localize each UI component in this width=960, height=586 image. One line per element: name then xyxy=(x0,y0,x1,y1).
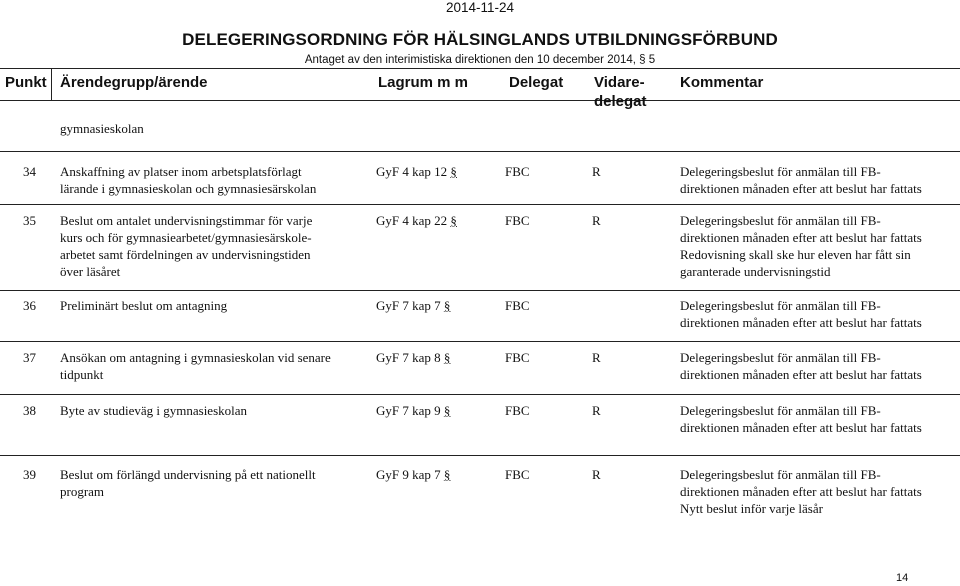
row-vidaredelegat: R xyxy=(592,403,601,418)
paragraph-symbol: § xyxy=(443,403,451,418)
row-kommentar-line: direktionen månaden efter att beslut har fattats xyxy=(680,181,922,196)
row-kommentar xyxy=(680,297,922,331)
row-number: 35 xyxy=(23,213,36,228)
row-lagrum xyxy=(376,349,450,366)
row-lagrum-text: GyF 9 kap 7 xyxy=(376,467,441,482)
row-kommentar xyxy=(680,163,922,197)
column-header-vidare-line1: Vidare- xyxy=(594,74,645,91)
row-arende-line: tidpunkt xyxy=(60,367,104,382)
row-arende-line: över läsåret xyxy=(60,264,121,279)
column-header-arende: Ärendegrupp/ärende xyxy=(60,74,208,91)
row-arende-line: Beslut om förlängd undervisning på ett nationellt xyxy=(60,467,316,482)
row-arende-line: program xyxy=(60,484,105,499)
paragraph-symbol: § xyxy=(450,164,457,179)
column-header-delegat: Delegat xyxy=(509,74,564,91)
row-kommentar-line: Delegeringsbeslut för anmälan till FB- xyxy=(680,298,881,313)
header-bottom-rule xyxy=(0,100,960,101)
page-number: 14 xyxy=(896,572,909,584)
column-header-vidaredelegat xyxy=(594,73,647,111)
row-lagrum-text: GyF 4 kap 22 xyxy=(376,213,448,228)
row-kommentar xyxy=(680,402,922,436)
row-arende xyxy=(60,402,247,419)
row-vidaredelegat: R xyxy=(592,213,601,228)
column-header-punkt: Punkt xyxy=(5,74,47,91)
row-separator xyxy=(0,204,960,205)
header-top-rule xyxy=(0,68,960,69)
row-arende-line: Beslut om antalet undervisningstimmar för varje xyxy=(60,213,313,228)
document-subtitle: Antaget av den interimistiska direktionen den 10 december 2014, § 5 xyxy=(304,54,656,66)
row-delegat: FBC xyxy=(505,213,530,228)
row-lagrum-text: GyF 7 kap 7 xyxy=(376,298,441,313)
row-arende-line: lärande i gymnasieskolan och gymnasiesärskolan xyxy=(60,181,317,196)
row-lagrum xyxy=(376,466,450,483)
row-delegat: FBC xyxy=(505,164,530,179)
row-kommentar-line: Redovisning skall ske hur eleven har fått sin xyxy=(680,247,911,262)
row-delegat: FBC xyxy=(505,403,530,418)
row-kommentar xyxy=(680,349,922,383)
row-lagrum xyxy=(376,212,457,229)
paragraph-symbol: § xyxy=(450,213,457,228)
row-separator xyxy=(0,394,960,395)
row-delegat: FBC xyxy=(505,350,530,365)
paragraph-symbol: § xyxy=(443,467,451,482)
row-lagrum xyxy=(376,402,450,419)
row-kommentar-line: direktionen månaden efter att beslut har fattats xyxy=(680,420,922,435)
row-kommentar-line: direktionen månaden efter att beslut har fattats xyxy=(680,230,922,245)
row-kommentar-line: garanterade undervisningstid xyxy=(680,264,831,279)
row-separator xyxy=(0,290,960,291)
row-lagrum-text: GyF 4 kap 12 xyxy=(376,164,448,179)
row-kommentar-line: direktionen månaden efter att beslut har fattats xyxy=(680,367,922,382)
paragraph-symbol: § xyxy=(443,350,451,365)
row-arende xyxy=(60,349,331,383)
row-arende-line: arbetet samt fördelningen av undervisningstiden xyxy=(60,247,311,262)
row-vidaredelegat: R xyxy=(592,164,601,179)
row-arende xyxy=(60,297,227,314)
row-arende xyxy=(60,212,312,280)
row-separator xyxy=(0,151,960,152)
row-arende-line: Ansökan om antagning i gymnasieskolan vid senare xyxy=(60,350,331,365)
row-arende-line: Byte av studieväg i gymnasieskolan xyxy=(60,403,248,418)
row-kommentar-line: Delegeringsbeslut för anmälan till FB- xyxy=(680,403,881,418)
row-kommentar xyxy=(680,466,922,517)
row-kommentar-line: Delegeringsbeslut för anmälan till FB- xyxy=(680,350,881,365)
row-lagrum-text: GyF 7 kap 8 xyxy=(376,350,441,365)
row-number: 38 xyxy=(23,403,36,418)
row-delegat: FBC xyxy=(505,467,530,482)
row-kommentar xyxy=(680,212,922,280)
row-delegat: FBC xyxy=(505,298,530,313)
document-date: 2014-11-24 xyxy=(445,0,515,15)
row-kommentar-line: Delegeringsbeslut för anmälan till FB- xyxy=(680,213,881,228)
column-header-vidare-line2: delegat xyxy=(594,93,647,110)
row-lagrum xyxy=(376,163,457,180)
row-number: 36 xyxy=(23,298,36,313)
column-divider xyxy=(51,68,52,100)
row-kommentar-line: Delegeringsbeslut för anmälan till FB- xyxy=(680,164,881,179)
row-vidaredelegat: R xyxy=(592,350,601,365)
row-vidaredelegat: R xyxy=(592,467,601,482)
column-header-lagrum: Lagrum m m xyxy=(378,74,469,91)
row-number: 34 xyxy=(23,164,36,179)
row-lagrum-text: GyF 7 kap 9 xyxy=(376,403,441,418)
row-kommentar-line: Delegeringsbeslut för anmälan till FB- xyxy=(680,467,881,482)
row-kommentar-line: direktionen månaden efter att beslut har fattats xyxy=(680,315,922,330)
section-heading: gymnasieskolan xyxy=(60,121,144,136)
row-separator xyxy=(0,341,960,342)
document-title: DELEGERINGSORDNING FÖR HÄLSINGLANDS UTBILDNINGSFÖRBUND xyxy=(182,30,778,49)
paragraph-symbol: § xyxy=(443,298,451,313)
row-arende xyxy=(60,466,316,500)
row-lagrum xyxy=(376,297,450,314)
row-number: 37 xyxy=(23,350,36,365)
row-arende-line: kurs och för gymnasiearbetet/gymnasiesärskole- xyxy=(60,230,312,245)
row-arende-line: Preliminärt beslut om antagning xyxy=(60,298,228,313)
column-header-kommentar: Kommentar xyxy=(680,74,764,91)
row-number: 39 xyxy=(23,467,36,482)
row-arende-line: Anskaffning av platser inom arbetsplatsförlagt xyxy=(60,164,302,179)
row-arende xyxy=(60,163,316,197)
row-separator xyxy=(0,455,960,456)
row-kommentar-line: Nytt beslut inför varje läsår xyxy=(680,501,823,516)
row-kommentar-line: direktionen månaden efter att beslut har fattats xyxy=(680,484,922,499)
